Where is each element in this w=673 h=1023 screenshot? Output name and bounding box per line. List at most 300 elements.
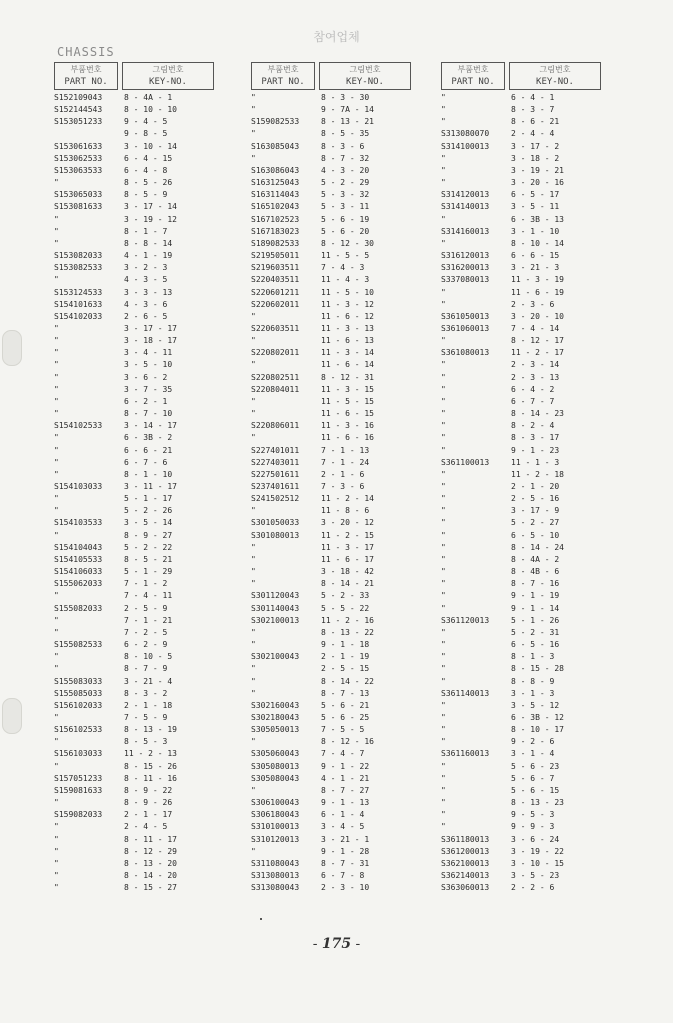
key-number: 7 - 2 - 5	[124, 627, 168, 637]
part-number: "	[251, 554, 256, 564]
key-number: 11 - 2 - 13	[124, 749, 177, 759]
part-number-header-en: PART NO.	[64, 77, 108, 87]
table-row	[251, 639, 411, 651]
table-row	[54, 347, 214, 359]
page-number-dash-left: -	[312, 936, 322, 952]
part-number: "	[441, 238, 446, 248]
key-number: 3 - 17 - 9	[511, 506, 560, 516]
part-number: "	[441, 664, 446, 674]
key-number: 8 - 14 - 24	[511, 542, 564, 552]
table-row	[441, 858, 601, 870]
part-number: "	[441, 409, 446, 419]
part-number: "	[54, 834, 59, 844]
key-number: 2 - 1 - 18	[124, 700, 173, 710]
part-number: S302100043	[251, 652, 300, 662]
table-row	[251, 615, 411, 627]
table-row	[54, 663, 214, 675]
table-row	[251, 736, 411, 748]
table-row	[251, 688, 411, 700]
table-row	[441, 420, 601, 432]
table-row	[441, 372, 601, 384]
part-number: S220802011	[251, 348, 300, 358]
part-number: S189082533	[251, 238, 300, 248]
key-number: 6 - 1 - 4	[321, 810, 365, 820]
key-number-header-kr: 그림번호	[539, 65, 571, 74]
table-row	[54, 615, 214, 627]
table-row	[251, 493, 411, 505]
part-number: S305050013	[251, 725, 300, 735]
key-number: 2 - 5 - 15	[321, 664, 370, 674]
part-number: S220603511	[251, 323, 300, 333]
table-row	[441, 566, 601, 578]
part-number: "	[54, 798, 59, 808]
table-row	[54, 627, 214, 639]
part-number: "	[441, 469, 446, 479]
key-number: 3 - 17 - 2	[511, 141, 560, 151]
table-row	[441, 517, 601, 529]
part-number: "	[54, 178, 59, 188]
part-number: S305080013	[251, 761, 300, 771]
table-row	[441, 262, 601, 274]
table-row	[251, 590, 411, 602]
part-number: "	[54, 360, 59, 370]
parts-column-2	[251, 62, 411, 894]
key-number: 8 - 13 - 21	[321, 117, 374, 127]
key-number: 8 - 5 - 21	[124, 554, 173, 564]
key-number: 11 - 2 - 18	[511, 469, 564, 479]
part-number: S220802511	[251, 372, 300, 382]
part-number: S156102533	[54, 725, 103, 735]
key-number: 8 - 7 - 32	[321, 153, 370, 163]
table-row	[54, 761, 214, 773]
table-row	[251, 238, 411, 250]
table-row	[54, 809, 214, 821]
part-number: S306100043	[251, 798, 300, 808]
key-number: 6 - 4 - 15	[124, 153, 173, 163]
table-row	[54, 797, 214, 809]
key-number: 6 - 7 - 8	[321, 871, 365, 880]
part-number: S311080043	[251, 858, 300, 868]
part-number: "	[251, 567, 256, 577]
part-number: "	[441, 810, 446, 820]
key-number: 2 - 3 - 14	[511, 360, 560, 370]
table-row	[54, 201, 214, 213]
key-number: 11 - 2 - 15	[321, 530, 374, 540]
key-number: 9 - 4 - 5	[124, 117, 168, 127]
key-number: 8 - 13 - 23	[511, 798, 564, 808]
part-number: "	[441, 725, 446, 735]
table-row	[251, 554, 411, 566]
table-row	[251, 481, 411, 493]
table-row	[251, 165, 411, 177]
table-row	[251, 724, 411, 736]
key-number: 8 - 2 - 4	[511, 421, 555, 431]
key-number: 8 - 5 - 35	[321, 129, 370, 139]
key-number: 8 - 10 - 17	[511, 725, 564, 735]
part-number: "	[441, 421, 446, 431]
key-number: 4 - 1 - 19	[124, 251, 173, 261]
table-row	[441, 846, 601, 858]
part-number: "	[441, 554, 446, 564]
table-row	[54, 505, 214, 517]
key-number: 11 - 3 - 16	[321, 421, 374, 431]
part-number-header	[441, 62, 505, 90]
part-number-header-kr: 부품번호	[267, 65, 299, 74]
table-row	[441, 724, 601, 736]
part-number: S154103533	[54, 518, 103, 528]
part-number: S362140013	[441, 871, 490, 880]
key-number: 8 - 3 - 7	[511, 105, 555, 115]
key-number: 8 - 3 - 17	[511, 433, 560, 443]
key-number: 3 - 5 - 11	[511, 202, 560, 212]
key-number: 5 - 6 - 21	[321, 700, 370, 710]
part-number: S227403011	[251, 457, 300, 467]
key-number: 3 - 10 - 15	[511, 858, 564, 868]
key-number: 8 - 12 - 31	[321, 372, 374, 382]
key-number: 5 - 6 - 23	[511, 761, 560, 771]
table-row	[251, 201, 411, 213]
part-number: S157051233	[54, 773, 103, 783]
table-row	[54, 517, 214, 529]
table-row	[441, 408, 601, 420]
table-row	[54, 104, 214, 116]
part-number: "	[441, 627, 446, 637]
part-number: "	[54, 409, 59, 419]
part-number: "	[251, 311, 256, 321]
table-row	[441, 274, 601, 286]
part-number: S313080070	[441, 129, 490, 139]
part-number: "	[441, 785, 446, 795]
part-number: "	[54, 737, 59, 747]
table-row	[251, 226, 411, 238]
part-number: S165102043	[251, 202, 300, 212]
key-number: 5 - 6 - 7	[511, 773, 555, 783]
part-number: "	[251, 676, 256, 686]
part-number: "	[54, 384, 59, 394]
key-number: 9 - 1 - 28	[321, 846, 370, 856]
part-number: "	[441, 798, 446, 808]
part-number-header-kr: 부품번호	[70, 65, 102, 74]
table-row	[54, 566, 214, 578]
key-number: 3 - 7 - 35	[124, 384, 173, 394]
table-row	[251, 469, 411, 481]
key-number: 2 - 3 - 13	[511, 372, 560, 382]
part-number: S310100013	[251, 822, 300, 832]
key-number: 9 - 8 - 5	[124, 129, 168, 139]
part-number: S305060043	[251, 749, 300, 759]
parts-list	[441, 92, 601, 894]
table-row	[251, 870, 411, 882]
key-number: 8 - 5 - 26	[124, 178, 173, 188]
part-number: "	[54, 506, 59, 516]
part-number: S220602011	[251, 299, 300, 309]
part-number: "	[54, 433, 59, 443]
part-number: "	[441, 93, 446, 102]
key-number: 11 - 1 - 3	[511, 457, 560, 467]
part-number: "	[441, 287, 446, 297]
key-number: 3 - 5 - 23	[511, 871, 560, 880]
table-row	[441, 311, 601, 323]
key-number: 6 - 2 - 1	[124, 396, 168, 406]
table-row	[251, 882, 411, 894]
key-number-header-kr: 그림번호	[152, 65, 184, 74]
key-number-header	[122, 62, 214, 90]
part-number: "	[441, 117, 446, 127]
part-number: S361060013	[441, 323, 490, 333]
table-row	[251, 797, 411, 809]
key-number: 9 - 1 - 18	[321, 640, 370, 650]
table-row	[54, 882, 214, 894]
part-number: S310120013	[251, 834, 300, 844]
key-number: 6 - 2 - 9	[124, 640, 168, 650]
table-row	[54, 287, 214, 299]
table-row	[441, 153, 601, 165]
table-row	[441, 335, 601, 347]
table-row	[441, 748, 601, 760]
table-row	[54, 530, 214, 542]
table-row	[441, 469, 601, 481]
part-number: "	[54, 664, 59, 674]
key-number: 11 - 8 - 6	[321, 506, 370, 516]
table-row	[441, 639, 601, 651]
part-number: S153124533	[54, 287, 103, 297]
table-row	[54, 311, 214, 323]
key-number: 9 - 1 - 23	[511, 445, 560, 455]
key-number: 2 - 1 - 17	[124, 810, 173, 820]
table-row	[251, 809, 411, 821]
key-number: 9 - 1 - 22	[321, 761, 370, 771]
part-number: "	[441, 396, 446, 406]
key-number: 3 - 19 - 22	[511, 846, 564, 856]
column-header	[54, 62, 214, 90]
key-number: 5 - 1 - 29	[124, 567, 173, 577]
table-row	[441, 773, 601, 785]
part-number: "	[251, 409, 256, 419]
key-number: 8 - 12 - 29	[124, 846, 177, 856]
part-number: "	[251, 360, 256, 370]
key-number-header-en: KEY-NO.	[346, 77, 384, 87]
key-number-header	[509, 62, 601, 90]
table-row	[441, 676, 601, 688]
part-number: "	[54, 323, 59, 333]
key-number: 8 - 11 - 16	[124, 773, 177, 783]
key-number: 8 - 12 - 17	[511, 336, 564, 346]
table-row	[441, 165, 601, 177]
table-row	[441, 445, 601, 457]
key-number: 3 - 21 - 4	[124, 676, 173, 686]
part-number: "	[441, 542, 446, 552]
table-row	[441, 882, 601, 894]
part-number: "	[441, 761, 446, 771]
binder-hole-top	[2, 330, 22, 366]
binder-hole-bottom	[2, 698, 22, 734]
key-number: 8 - 7 - 10	[124, 409, 173, 419]
part-number: S154106033	[54, 567, 103, 577]
table-row	[251, 92, 411, 104]
part-number: "	[441, 737, 446, 747]
part-number: S163125043	[251, 178, 300, 188]
key-number: 6 - 5 - 10	[511, 530, 560, 540]
key-number: 5 - 1 - 26	[511, 615, 560, 625]
key-number: 9 - 1 - 14	[511, 603, 560, 613]
key-number: 2 - 4 - 4	[511, 129, 555, 139]
key-number: 2 - 3 - 6	[511, 299, 555, 309]
key-number: 5 - 6 - 15	[511, 785, 560, 795]
part-number: S154103033	[54, 482, 103, 491]
key-number-header-en: KEY-NO.	[536, 77, 574, 87]
part-number: S337080013	[441, 275, 490, 285]
table-row	[251, 189, 411, 201]
key-number: 11 - 3 - 13	[321, 323, 374, 333]
key-number-header-en: KEY-NO.	[149, 77, 187, 87]
table-row	[251, 372, 411, 384]
part-number: S220601211	[251, 287, 300, 297]
table-row	[441, 457, 601, 469]
part-number: S163114043	[251, 190, 300, 200]
part-number: S163086043	[251, 165, 300, 175]
table-row	[54, 542, 214, 554]
key-number: 3 - 19 - 12	[124, 214, 177, 224]
table-row	[251, 311, 411, 323]
key-number: 6 - 4 - 8	[124, 165, 168, 175]
table-row	[441, 323, 601, 335]
key-number: 2 - 1 - 6	[321, 469, 365, 479]
part-number: "	[441, 178, 446, 188]
key-number: 7 - 1 - 13	[321, 445, 370, 455]
table-row	[441, 250, 601, 262]
key-number-header	[319, 62, 411, 90]
key-number: 5 - 2 - 29	[321, 178, 370, 188]
table-row	[54, 165, 214, 177]
part-number: "	[54, 238, 59, 248]
key-number: 9 - 2 - 6	[511, 737, 555, 747]
table-row	[441, 481, 601, 493]
part-number: "	[441, 299, 446, 309]
part-number: "	[251, 664, 256, 674]
table-row	[441, 554, 601, 566]
part-number: S313080013	[251, 871, 300, 880]
table-row	[54, 821, 214, 833]
part-number: "	[251, 785, 256, 795]
table-row	[54, 396, 214, 408]
table-row	[54, 177, 214, 189]
table-row	[441, 347, 601, 359]
key-number: 11 - 6 - 12	[321, 311, 374, 321]
part-number: "	[441, 700, 446, 710]
part-number: "	[54, 761, 59, 771]
table-row	[251, 651, 411, 663]
key-number: 8 - 14 - 23	[511, 409, 564, 419]
part-number: S302180043	[251, 712, 300, 722]
key-number: 11 - 3 - 19	[511, 275, 564, 285]
part-number: "	[54, 214, 59, 224]
table-row	[251, 505, 411, 517]
part-number: S363060013	[441, 883, 490, 893]
key-number: 11 - 2 - 14	[321, 494, 374, 504]
table-row	[54, 736, 214, 748]
part-number: "	[54, 469, 59, 479]
part-number: "	[441, 372, 446, 382]
key-number: 5 - 3 - 11	[321, 202, 370, 212]
key-number: 8 - 14 - 21	[321, 579, 374, 589]
table-row	[251, 287, 411, 299]
part-number: S219603511	[251, 263, 300, 273]
table-row	[54, 238, 214, 250]
part-number: "	[54, 226, 59, 236]
part-number: S220403511	[251, 275, 300, 285]
key-number: 11 - 5 - 10	[321, 287, 374, 297]
table-row	[441, 870, 601, 882]
key-number: 5 - 5 - 22	[321, 603, 370, 613]
part-number: "	[441, 214, 446, 224]
part-number: S159082033	[54, 810, 103, 820]
part-number: "	[441, 494, 446, 504]
part-number: S361080013	[441, 348, 490, 358]
table-row	[251, 627, 411, 639]
key-number: 2 - 1 - 20	[511, 482, 560, 491]
table-row	[441, 736, 601, 748]
table-row	[54, 748, 214, 760]
key-number: 3 - 3 - 13	[124, 287, 173, 297]
key-number: 11 - 6 - 15	[321, 409, 374, 419]
part-number: S306180043	[251, 810, 300, 820]
part-number: S153063533	[54, 165, 103, 175]
table-row	[251, 262, 411, 274]
table-row	[54, 457, 214, 469]
part-number: "	[251, 336, 256, 346]
part-number: S314160013	[441, 226, 490, 236]
key-number: 3 - 4 - 11	[124, 348, 173, 358]
table-row	[441, 141, 601, 153]
part-number: "	[441, 360, 446, 370]
key-number: 3 - 11 - 17	[124, 482, 177, 491]
column-header	[251, 62, 411, 90]
part-number: S361200013	[441, 846, 490, 856]
key-number: 7 - 4 - 7	[321, 749, 365, 759]
part-number: "	[54, 627, 59, 637]
key-number: 3 - 1 - 3	[511, 688, 555, 698]
part-number: S154105533	[54, 554, 103, 564]
key-number: 9 - 9 - 3	[511, 822, 555, 832]
part-number: "	[54, 883, 59, 893]
table-row	[251, 384, 411, 396]
table-row	[54, 469, 214, 481]
table-row	[54, 445, 214, 457]
table-row	[54, 116, 214, 128]
key-number: 4 - 3 - 5	[124, 275, 168, 285]
table-row	[54, 639, 214, 651]
part-number: "	[251, 640, 256, 650]
table-row	[441, 590, 601, 602]
table-row	[251, 530, 411, 542]
table-row	[54, 481, 214, 493]
table-row	[441, 177, 601, 189]
table-row	[251, 785, 411, 797]
key-number: 7 - 1 - 2	[124, 579, 168, 589]
table-row	[251, 274, 411, 286]
part-number: "	[441, 482, 446, 491]
part-number: "	[441, 773, 446, 783]
part-number: "	[251, 129, 256, 139]
key-number: 9 - 5 - 3	[511, 810, 555, 820]
table-row	[441, 287, 601, 299]
part-number: S155082533	[54, 640, 103, 650]
table-row	[441, 834, 601, 846]
key-number: 8 - 12 - 16	[321, 737, 374, 747]
section-title: CHASSIS	[57, 45, 115, 59]
key-number: 8 - 4A - 2	[511, 554, 560, 564]
table-row	[441, 189, 601, 201]
